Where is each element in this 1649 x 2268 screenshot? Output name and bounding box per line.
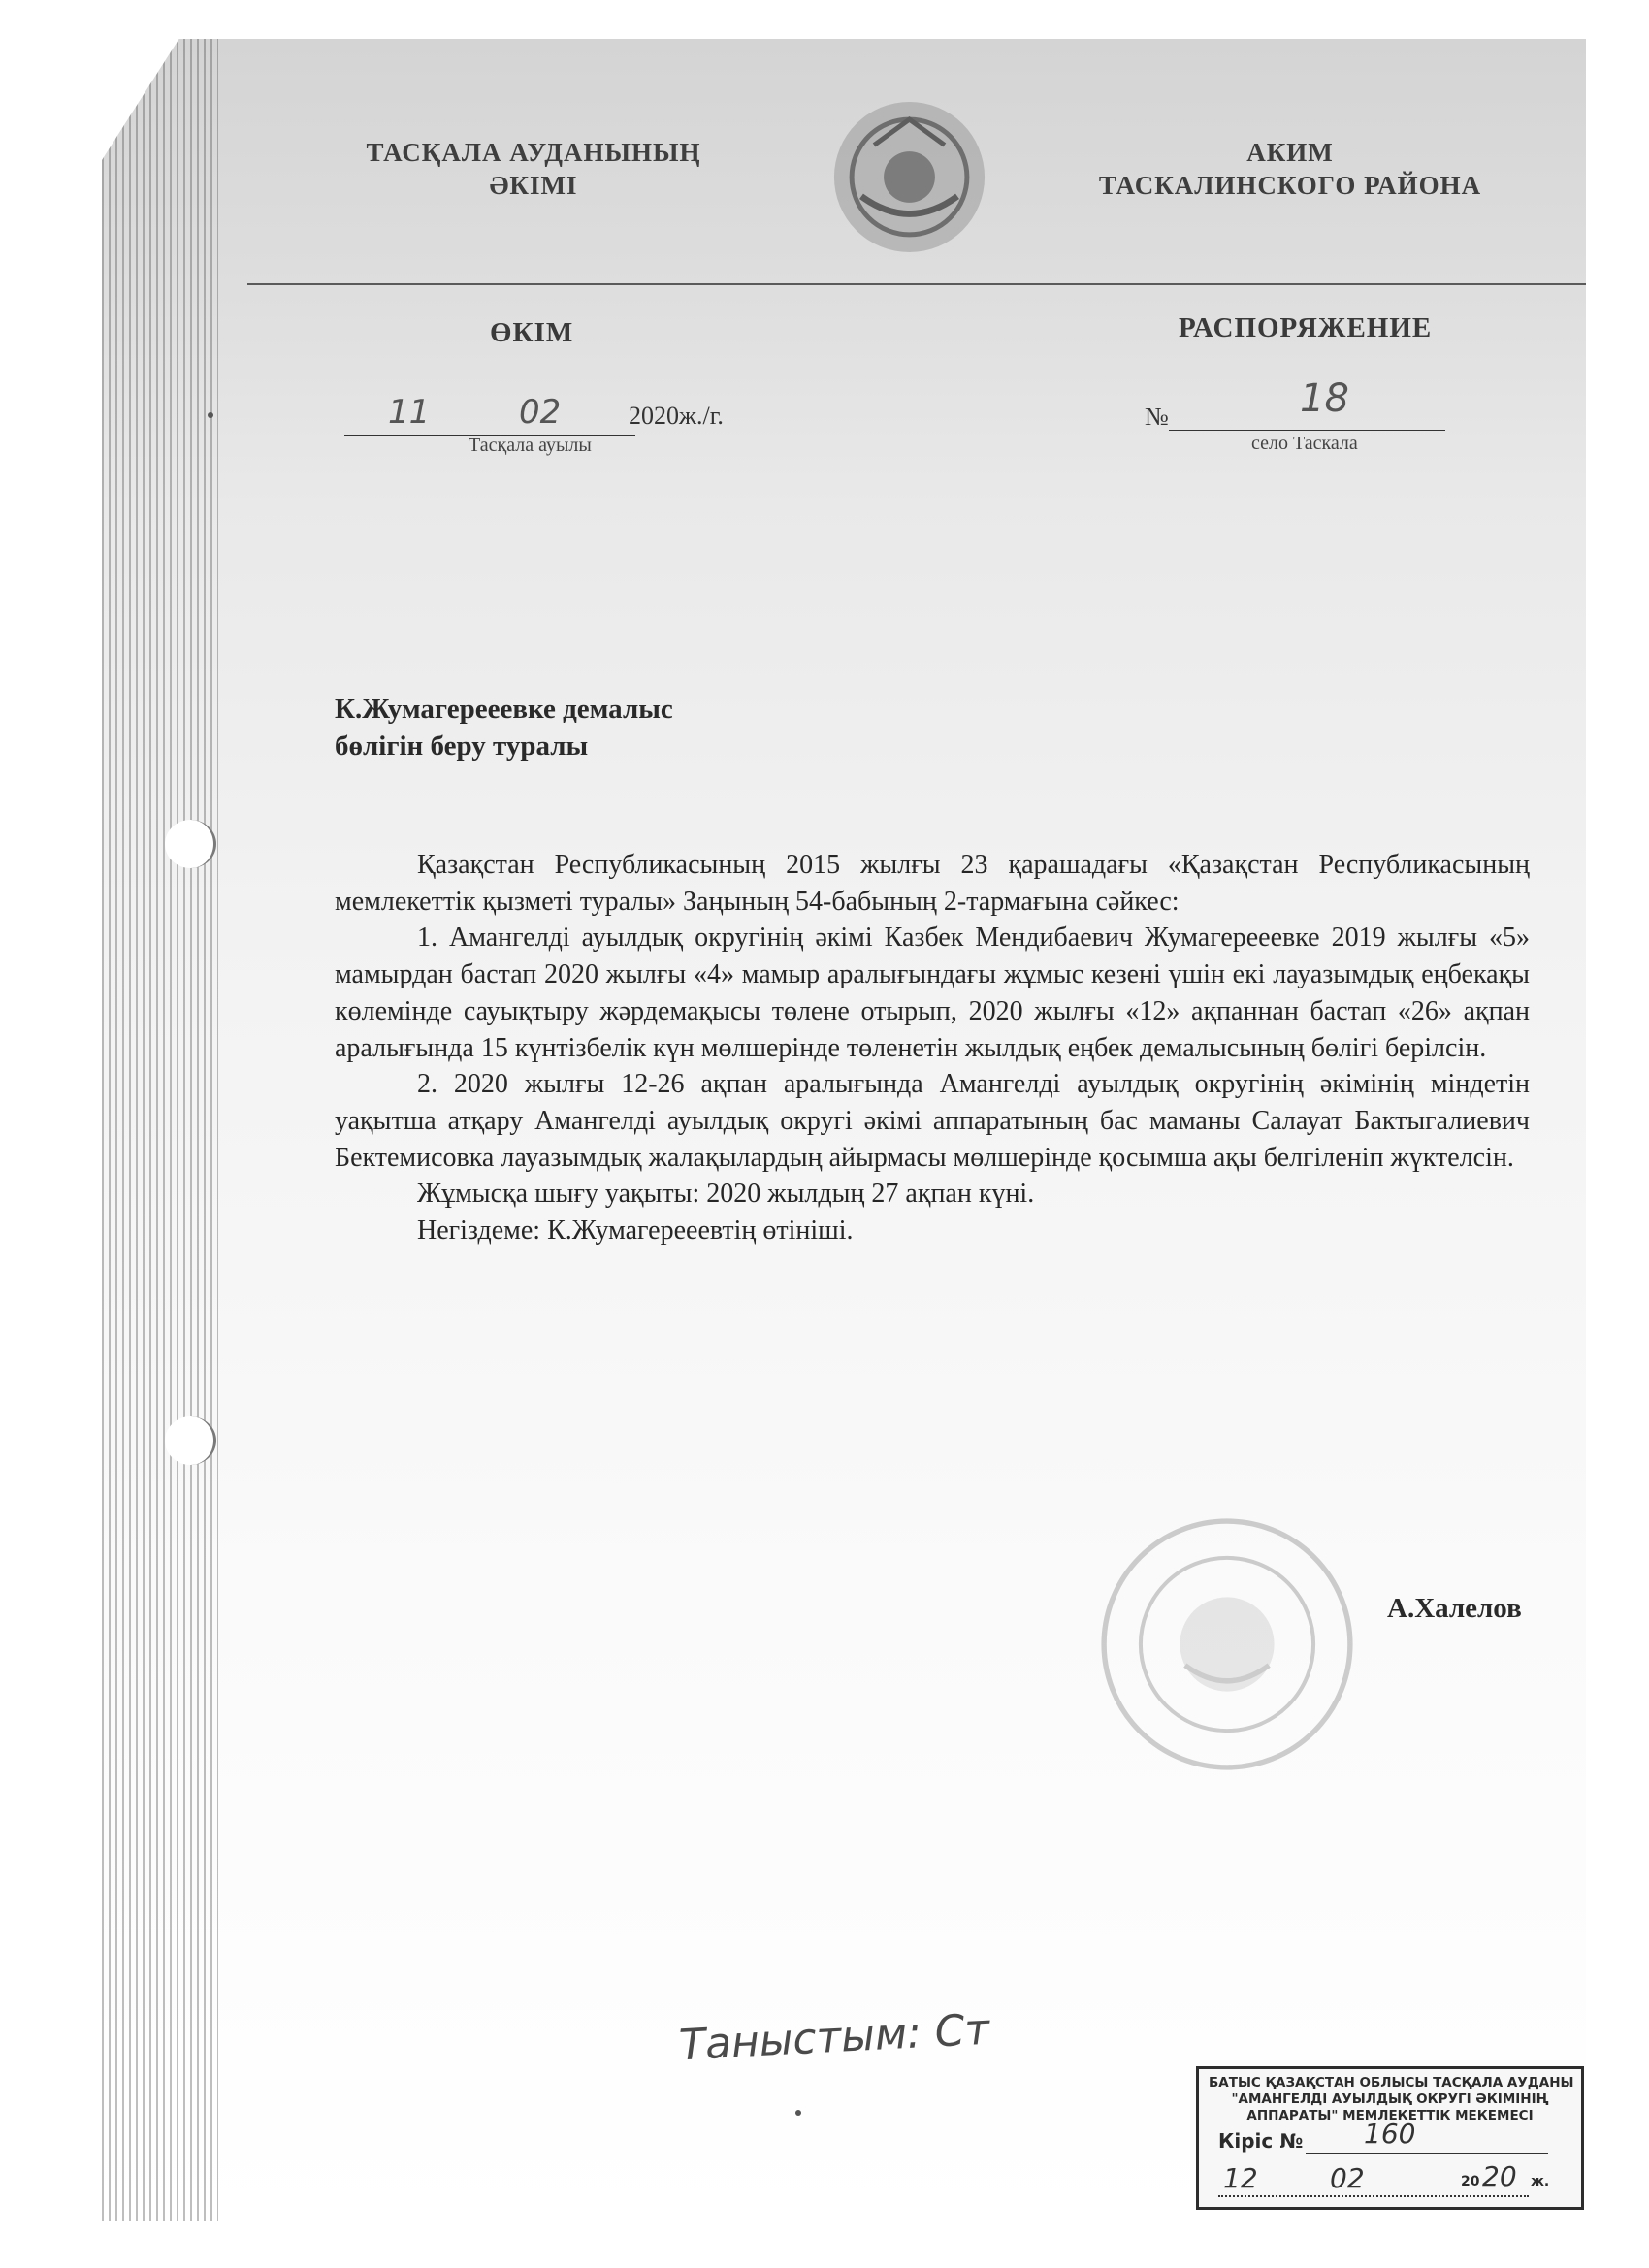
handwritten-acknowledgement: Таныстым: Ст: [677, 2004, 991, 2071]
date-month: 02: [519, 393, 562, 432]
body-basis: Негіздеме: К.Жумагерееевтің өтініші.: [417, 1215, 854, 1247]
stamp-line-2: "АМАНГЕЛДІ АУЫЛДЫҚ ОКРУГІ ӘКІМІНІҢ: [1231, 2091, 1549, 2107]
official-seal-icon: [1096, 1513, 1358, 1775]
stamp-line-3: АППАРАТЫ" МЕМЛЕКЕТТІК МЕКЕМЕСІ: [1246, 2108, 1534, 2123]
number-underline: [1169, 430, 1445, 431]
punch-hole-top: [165, 820, 216, 868]
incoming-stamp: [1196, 2066, 1584, 2210]
header-right-line-1: АКИМ: [1246, 138, 1334, 167]
header-right-line-2: ТАСКАЛИНСКОГО РАЙОНА: [1098, 171, 1482, 200]
state-emblem-icon: [829, 97, 989, 257]
stamp-date-underline: [1218, 2195, 1529, 2197]
stamp-date-year-prefix: 20: [1461, 2174, 1480, 2189]
number-label: №: [1145, 403, 1169, 431]
stamp-date-year-suffix: 20: [1482, 2160, 1517, 2192]
body-item-2: 2. 2020 жылғы 12-26 ақпан аралығында Амангелді ауылдық округінің әкімінің міндетін уақытша атқару Амангелді ауылдық округі әкімі аппаратының бас маманы Салауат Бактыгалиевич Бектемисовка лауазымдық жалақылардың айырмасы мөлшерінде қосымша ақы белгіленіп жүктелсін.: [335, 1069, 1530, 1173]
document-title: [335, 691, 673, 764]
body-preamble: Қазақстан Республикасының 2015 жылғы 23 қарашадағы «Қазақстан Республикасының мемлекеттік қызметі туралы» Заңының 54-бабының 2-тармағына сәйкес:: [335, 850, 1530, 917]
date-year: 2020ж./г.: [629, 402, 724, 430]
document-body: [335, 847, 1530, 1249]
stamp-date-day: 12: [1223, 2162, 1258, 2194]
header-divider: [247, 283, 1586, 285]
number-place: село Таскала: [1251, 433, 1358, 454]
date-day: 11: [388, 393, 431, 432]
title-line-1: К.Жумагерееевке демалыс: [335, 694, 673, 725]
header-right-org: [1052, 136, 1528, 202]
header-left-line-2: ӘКІМІ: [489, 171, 578, 200]
speck-mark: [795, 2110, 801, 2116]
folded-corner: [0, 0, 204, 320]
title-line-2: бөлігін беру туралы: [335, 730, 589, 761]
header-left-line-1: ТАСҚАЛА АУДАНЫНЫҢ: [366, 138, 701, 167]
date-place: Тасқала ауылы: [469, 435, 592, 456]
punch-hole-bottom: [165, 1416, 216, 1465]
stamp-kiris-underline: [1306, 2153, 1548, 2154]
signer-name: А.Халелов: [1387, 1593, 1522, 1624]
doc-type-kz: ӨКІМ: [490, 317, 574, 348]
number-value: 18: [1300, 376, 1349, 421]
body-item-1: 1. Амангелді ауылдық округінің әкімі Казбек Мендибаевич Жумагерееевке 2019 жылғы «5» мамырдан бастап 2020 жылғы «4» мамыр аралығындағы жұмыс кезені үшін екі лауазымдық еңбекақы көлемінде сауықтыру жәрдемақысы төлене отырып, 2020 жылғы «12» ақпаннан бастап «26» ақпан аралығында 15 күнтізбелік күн мөлшерінде төленетін жылдық еңбек демалысының бөлігі берілсін.: [335, 923, 1530, 1063]
header-left-org: [325, 136, 742, 202]
speck-mark: [208, 412, 213, 418]
doc-type-ru: РАСПОРЯЖЕНИЕ: [1179, 312, 1433, 343]
stamp-kiris-number: 160: [1364, 2118, 1416, 2150]
stamp-date-suffix: ж.: [1531, 2174, 1550, 2189]
stamp-kiris-row: [1218, 2118, 1416, 2153]
stamp-date-row: [1218, 2160, 1568, 2199]
stamp-line-1: БАТЫС ҚАЗАҚСТАН ОБЛЫСЫ ТАСҚАЛА АУДАНЫ: [1209, 2075, 1574, 2090]
stamp-date-month: 02: [1330, 2162, 1365, 2194]
body-return-date: Жұмысқа шығу уақыты: 2020 жылдың 27 ақпан күні.: [417, 1179, 1035, 1210]
stamp-kiris-label: Кіріс №: [1218, 2129, 1304, 2153]
